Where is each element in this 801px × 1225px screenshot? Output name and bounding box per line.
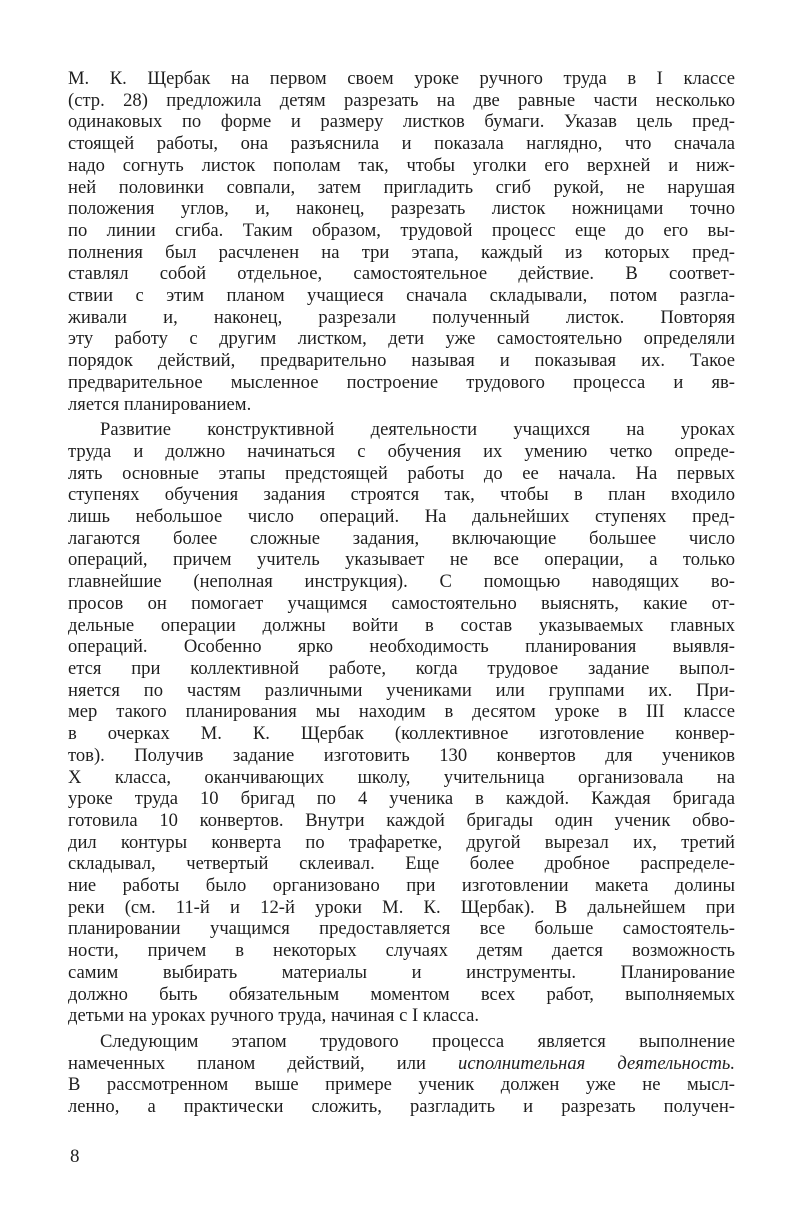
text-line: дил контуры конверта по трафаретке, другой вырезал их, третий: [68, 831, 735, 853]
text-line: складывал, четвертый склеивал. Еще более дробное распределе-: [68, 853, 735, 875]
text-line: полнения был расчленен на три этапа, каждый из которых пред-: [68, 241, 735, 263]
text-line: мер такого планирования мы находим в десятом уроке в III классе: [68, 701, 735, 723]
text-line: лагаются более сложные задания, включающие большее число: [68, 527, 735, 549]
document-page: [68, 68, 735, 1118]
page-number: 8: [70, 1146, 80, 1167]
text-line: ставлял собой отдельное, самостоятельное действие. В соответ-: [68, 263, 735, 285]
text-line: ней половинки совпали, затем пригладить сгиб рукой, не нарушая: [68, 176, 735, 198]
text-line: Следующим этапом трудового процесса является выполнение: [100, 1030, 735, 1052]
text-line: операций, причем учитель указывает не все операции, а только: [68, 549, 735, 571]
text-line: ние работы было организовано при изготовлении макета долины: [68, 875, 735, 897]
text-line: предварительное мысленное построение трудового процесса и яв-: [68, 371, 735, 393]
text-line: няется по частям различными учениками или группами их. При-: [68, 679, 735, 701]
paragraph-1: [68, 68, 735, 415]
text-line: главнейшие (неполная инструкция). С помощью наводящих во-: [68, 571, 735, 593]
text-line: ступенях обучения задания строятся так, чтобы в план входило: [68, 484, 735, 506]
text-line: одинаковых по форме и размеру листков бумаги. Указав цель пред-: [68, 111, 735, 133]
text-line: планировании учащимся предоставляется все больше самостоятель-: [68, 918, 735, 940]
text-line: операций. Особенно ярко необходимость планирования выявля-: [68, 636, 735, 658]
text-segment: намеченных планом действий, или: [68, 1052, 459, 1074]
text-line: надо согнуть листок пополам так, чтобы уголки его верхней и ниж-: [68, 154, 735, 176]
text-line: порядок действий, предварительно называя и показывая их. Такое: [68, 350, 735, 372]
text-line: В рассмотренном выше примере ученик должен уже не мысл-: [68, 1074, 735, 1096]
text-line: труда и должно начинаться с обучения их умению четко опреде-: [68, 440, 735, 462]
text-line: стоящей работы, она разъяснила и показала наглядно, что сначала: [68, 133, 735, 155]
text-line: живали и, наконец, разрезали полученный листок. Повторяя: [68, 306, 735, 328]
text-line: реки (см. 11-й и 12-й уроки М. К. Щербак). В дальнейшем при: [68, 896, 735, 918]
text-line: X класса, оканчивающих школу, учительница организовала на: [68, 766, 735, 788]
text-line: (стр. 28) предложила детям разрезать на две равные части несколько: [68, 89, 735, 111]
text-line: положения углов, и, наконец, разрезать листок ножницами точно: [68, 198, 735, 220]
text-line: эту работу с другим листком, дети уже самостоятельно определяли: [68, 328, 735, 350]
text-line: должно быть обязательным моментом всех работ, выполняемых: [68, 983, 735, 1005]
emphasis-term: исполнительная деятельность.: [458, 1052, 735, 1074]
paragraph-3: [68, 1031, 735, 1118]
text-line: просов он помогает учащимся самостоятельно выяснять, какие от-: [68, 592, 735, 614]
text-line: готовила 10 конвертов. Внутри каждой бригады один ученик обво-: [68, 809, 735, 831]
text-line: Развитие конструктивной деятельности учащихся на уроках: [100, 419, 735, 441]
text-line: самим выбирать материалы и инструменты. Планирование: [68, 961, 735, 983]
text-line: детьми на уроках ручного труда, начиная с I класса.: [68, 1005, 480, 1027]
text-line: тов). Получив задание изготовить 130 конвертов для учеников: [68, 744, 735, 766]
text-line: по линии сгиба. Таким образом, трудовой процесс еще до его вы-: [68, 219, 735, 241]
paragraph-2: [68, 419, 735, 1027]
text-line: ется при коллективной работе, когда трудовое задание выпол-: [68, 657, 735, 679]
text-line: ствии с этим планом учащиеся сначала складывали, потом разгла-: [68, 285, 735, 307]
text-line: лишь небольшое число операций. На дальнейших ступенях пред-: [68, 506, 735, 528]
text-line: ности, причем в некоторых случаях детям дается возможность: [68, 940, 735, 962]
text-line: лять основные этапы предстоящей работы до ее начала. На первых: [68, 462, 735, 484]
text-line: ляется планированием.: [68, 393, 252, 415]
text-line: уроке труда 10 бригад по 4 ученика в каждой. Каждая бригада: [68, 788, 735, 810]
text-line: М. К. Щербак на первом своем уроке ручного труда в I классе: [68, 68, 735, 89]
text-line: в очерках М. К. Щербак (коллективное изготовление конвер-: [68, 723, 735, 745]
text-line: ленно, а практически сложить, разгладить и разрезать получен-: [68, 1096, 735, 1118]
text-line: дельные операции должны войти в состав указываемых главных: [68, 614, 735, 636]
text-line-with-emphasis: [68, 1053, 735, 1075]
